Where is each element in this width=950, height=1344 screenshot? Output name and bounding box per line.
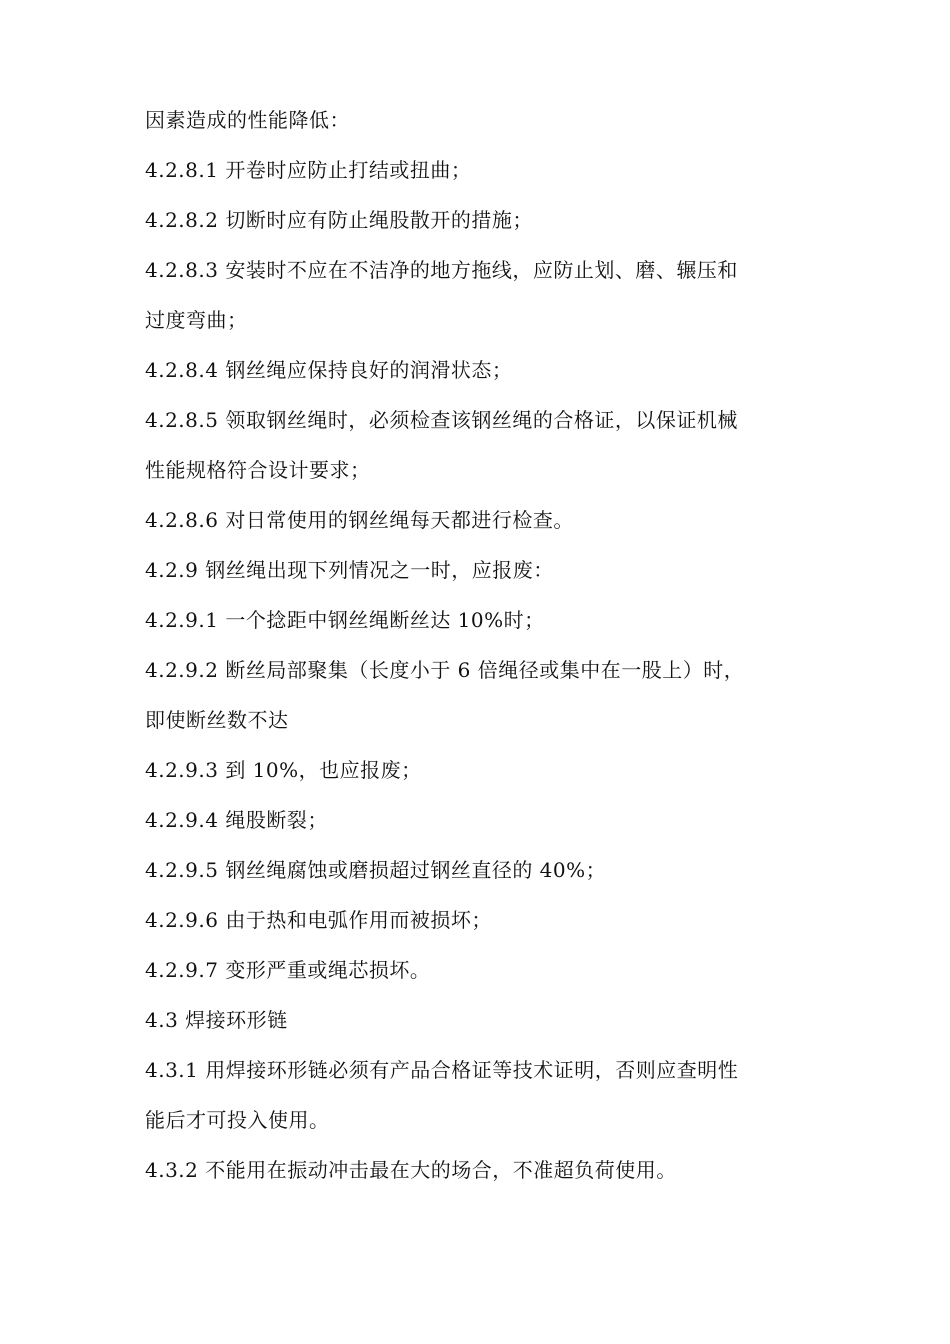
- paragraph-line: 即使断丝数不达: [145, 708, 289, 732]
- paragraph-line: 4.2.9.1 一个捻距中钢丝绳断丝达 10%时；: [145, 608, 545, 632]
- paragraph-line: 4.2.9.6 由于热和电弧作用而被损坏；: [145, 908, 492, 932]
- paragraph-line: 因素造成的性能降低：: [145, 108, 350, 132]
- section-heading-line: 4.2.9 钢丝绳出现下列情况之一时，应报废：: [145, 558, 554, 582]
- paragraph-line: 4.2.9.4 绳股断裂；: [145, 808, 328, 832]
- paragraph-line: 性能规格符合设计要求；: [145, 458, 371, 482]
- paragraph-line: 4.2.8.6 对日常使用的钢丝绳每天都进行检查。: [145, 508, 574, 532]
- paragraph-line: 4.2.8.1 开卷时应防止打结或扭曲；: [145, 158, 472, 182]
- paragraph-line: 4.2.8.5 领取钢丝绳时，必须检查该钢丝绳的合格证，以保证机械: [145, 408, 738, 432]
- paragraph-line: 过度弯曲；: [145, 308, 248, 332]
- paragraph-line: 4.2.9.7 变形严重或绳芯损坏。: [145, 958, 431, 982]
- paragraph-line: 4.2.8.4 钢丝绳应保持良好的润滑状态；: [145, 358, 513, 382]
- document-body: [145, 105, 805, 1205]
- paragraph-line: 4.3.2 不能用在振动冲击最在大的场合，不准超负荷使用。: [145, 1158, 677, 1182]
- paragraph-line: 4.2.9.3 到 10%，也应报废；: [145, 758, 422, 782]
- section-heading-line: 4.3 焊接环形链: [145, 1008, 288, 1032]
- paragraph-line: 4.2.8.3 安装时不应在不洁净的地方拖线，应防止划、磨、辗压和: [145, 258, 738, 282]
- paragraph-line: 4.2.8.2 切断时应有防止绳股散开的措施；: [145, 208, 533, 232]
- paragraph-line: 4.3.1 用焊接环形链必须有产品合格证等技术证明，否则应查明性: [145, 1058, 739, 1082]
- paragraph-line: 4.2.9.2 断丝局部聚集（长度小于 6 倍绳径或集中在一股上）时，: [145, 658, 745, 682]
- paragraph-line: 能后才可投入使用。: [145, 1108, 330, 1132]
- paragraph-line: 4.2.9.5 钢丝绳腐蚀或磨损超过钢丝直径的 40%；: [145, 858, 607, 882]
